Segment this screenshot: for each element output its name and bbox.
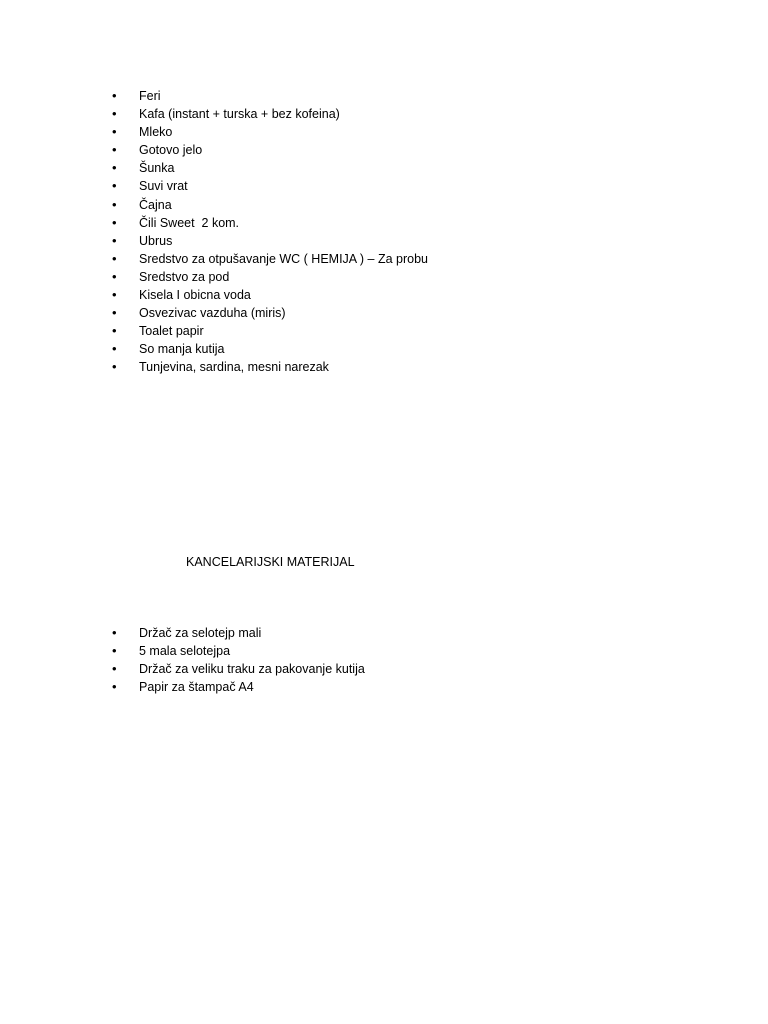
bullet-icon: • [112, 124, 117, 140]
bullet-icon: • [112, 305, 117, 321]
list-item [112, 159, 712, 177]
list-item [112, 196, 712, 214]
bullet-icon: • [112, 88, 117, 103]
list-item [112, 286, 712, 304]
list-item-text: Papir za štampač A4 [139, 680, 254, 695]
list-item [112, 624, 712, 642]
list-item-text: Čili Sweet 2 kom. [139, 215, 240, 230]
list-item [112, 123, 712, 141]
list-item-text: Kafa (instant + turska + bez kofeina) [139, 107, 340, 122]
list-item-text: Držač za selotejp mali [139, 626, 262, 640]
list-item [112, 214, 712, 232]
list-item-text: Osvezivac vazduha (miris) [139, 306, 286, 321]
list-item [112, 87, 712, 105]
list-item-text: Ubrus [139, 233, 173, 248]
bullet-icon: • [112, 643, 117, 659]
list-item [112, 232, 712, 250]
list-item [112, 105, 712, 123]
list-item-text: Feri [139, 89, 161, 103]
list-item [112, 268, 712, 286]
list-item-text: Toalet papir [139, 324, 204, 339]
list-item-text: Gotovo jelo [139, 143, 203, 158]
list-item-text: Tunjevina, sardina, mesni narezak [139, 360, 329, 375]
list-item-text: Sredstvo za otpušavanje WC ( HEMIJA ) – Za probu [139, 251, 429, 266]
list-item-text: 5 mala selotejpa [139, 644, 231, 659]
list-item-text: Suvi vrat [139, 179, 188, 194]
bullet-icon: • [112, 323, 117, 339]
list-item [112, 678, 712, 696]
list-item-text: Sredstvo za pod [139, 269, 230, 284]
office-supplies-list [112, 624, 712, 696]
list-item [112, 322, 712, 340]
grocery-list [112, 87, 712, 377]
list-item-text: So manja kutija [139, 342, 225, 357]
bullet-icon: • [112, 142, 117, 158]
bullet-icon: • [112, 232, 117, 248]
list-item [112, 250, 712, 268]
list-item [112, 304, 712, 322]
bullet-icon: • [112, 178, 117, 194]
bullet-icon: • [112, 196, 117, 212]
bullet-icon: • [112, 661, 117, 677]
bullet-icon: • [112, 625, 117, 640]
list-item [112, 642, 712, 660]
bullet-icon: • [112, 268, 117, 284]
bullet-icon: • [112, 214, 117, 230]
list-item-text: Kisela I obicna voda [139, 288, 251, 303]
section-heading: KANCELARIJSKI MATERIJAL [186, 555, 355, 569]
bullet-icon: • [112, 679, 117, 695]
list-item [112, 358, 712, 376]
bullet-icon: • [112, 341, 117, 357]
bullet-icon: • [112, 160, 117, 176]
list-item [112, 177, 712, 195]
list-item-text: Šunka [139, 161, 175, 176]
list-item-text: Čajna [139, 197, 172, 212]
list-item [112, 340, 712, 358]
list-item [112, 141, 712, 159]
bullet-icon: • [112, 359, 117, 375]
list-item-text: Mleko [139, 125, 173, 140]
bullet-icon: • [112, 250, 117, 266]
bullet-icon: • [112, 287, 117, 303]
bullet-icon: • [112, 106, 117, 122]
list-item-text: Držač za veliku traku za pakovanje kutija [139, 662, 365, 677]
list-item [112, 660, 712, 678]
